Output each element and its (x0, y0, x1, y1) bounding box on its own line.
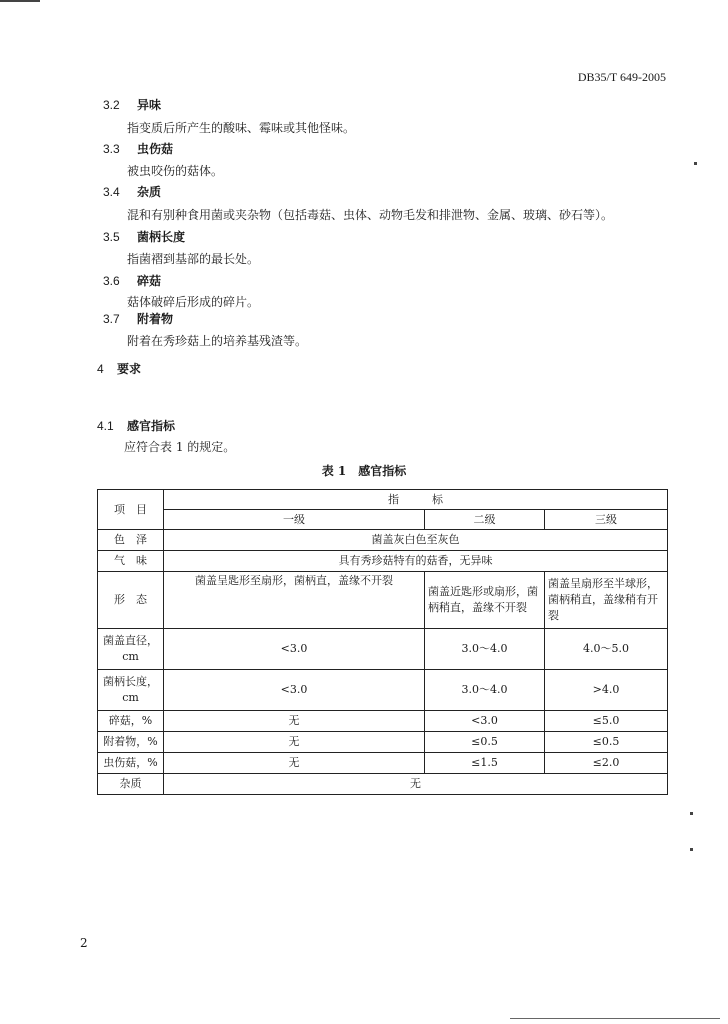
document-code: DB35/T 649-2005 (577, 70, 666, 84)
row-value-grade-1: 无 (164, 753, 425, 774)
header-grade-3: 三级 (545, 510, 668, 530)
scan-edge-line (510, 1018, 720, 1019)
page-number: 2 (80, 936, 88, 950)
section-3-4-body: 混和有别种食用菌或夹杂物（包括毒菇、虫体、动物毛发和排泄物、金属、玻璃、砂石等）。 (127, 208, 614, 222)
row-value-grade-1: 无 (164, 732, 425, 753)
row-value-grade-2: 菌盖近匙形或扇形，菌柄稍直，盖缘不开裂 (425, 572, 545, 629)
section-3-2-body: 指变质后所产生的酸味、霉味或其他怪味。 (127, 121, 356, 135)
header-item: 项 目 (98, 490, 164, 530)
section-3-2-heading: 3.2 异味 (103, 98, 162, 112)
section-3-5-body: 指菌褶到基部的最长处。 (127, 252, 260, 266)
section-4-1-body: 应符合表 1 的规定。 (124, 440, 236, 454)
section-3-3-heading: 3.3 虫伤菇 (103, 142, 174, 156)
row-label: 气 味 (98, 551, 164, 572)
row-value-grade-1: <3.0 (164, 670, 425, 711)
table-row (98, 774, 668, 795)
section-3-3-body: 被虫咬伤的菇体。 (127, 164, 224, 178)
row-label: 菌盖直径，cm (98, 629, 164, 670)
table-row (98, 670, 668, 711)
table-row (98, 711, 668, 732)
table-header-row (98, 490, 668, 510)
row-value-grade-2: 3.0～4.0 (425, 629, 545, 670)
row-value-grade-3: ≤2.0 (545, 753, 668, 774)
row-label: 形 态 (98, 572, 164, 629)
row-value-grade-3: 4.0～5.0 (545, 629, 668, 670)
sensory-index-table (97, 489, 668, 795)
row-label: 碎菇，% (98, 711, 164, 732)
table-grade-row (98, 510, 668, 530)
scan-speck (690, 848, 693, 851)
section-3-6-body: 菇体破碎后形成的碎片。 (127, 295, 260, 309)
row-value-grade-3: ≤5.0 (545, 711, 668, 732)
header-index: 指 标 (164, 490, 668, 510)
row-label: 色 泽 (98, 530, 164, 551)
row-label: 杂质 (98, 774, 164, 795)
row-merged-value: 具有秀珍菇特有的菇香，无异味 (164, 551, 668, 572)
row-value-grade-3: 菌盖呈扇形至半球形，菌柄稍直，盖缘稍有开裂 (545, 572, 668, 629)
row-value-grade-1: 无 (164, 711, 425, 732)
section-4-heading: 4 要求 (97, 362, 142, 376)
row-value-grade-3: ≤0.5 (545, 732, 668, 753)
row-value-grade-1: <3.0 (164, 629, 425, 670)
section-3-4-heading: 3.4 杂质 (103, 185, 162, 199)
table-caption: 表 1 感官指标 (321, 464, 407, 478)
row-value-grade-3: >4.0 (545, 670, 668, 711)
scan-speck (694, 162, 697, 165)
section-3-7-heading: 3.7 附着物 (103, 312, 174, 326)
section-3-5-heading: 3.5 菌柄长度 (103, 230, 186, 244)
scan-speck (690, 812, 693, 815)
row-merged-value: 无 (164, 774, 668, 795)
row-label: 附着物，% (98, 732, 164, 753)
table-row (98, 732, 668, 753)
section-4-1-heading: 4.1 感官指标 (97, 419, 176, 433)
header-grade-2: 二级 (425, 510, 545, 530)
table-row (98, 551, 668, 572)
table-row (98, 530, 668, 551)
scan-edge-mark (0, 0, 40, 2)
row-value-grade-2: <3.0 (425, 711, 545, 732)
row-value-grade-1: 菌盖呈匙形至扇形，菌柄直，盖缘不开裂 (164, 572, 425, 629)
header-grade-1: 一级 (164, 510, 425, 530)
row-label: 虫伤菇，% (98, 753, 164, 774)
table-row (98, 572, 668, 629)
table-row (98, 629, 668, 670)
row-label: 菌柄长度，cm (98, 670, 164, 711)
row-value-grade-2: ≤0.5 (425, 732, 545, 753)
row-value-grade-2: ≤1.5 (425, 753, 545, 774)
table-row (98, 753, 668, 774)
row-merged-value: 菌盖灰白色至灰色 (164, 530, 668, 551)
row-value-grade-2: 3.0～4.0 (425, 670, 545, 711)
section-3-6-heading: 3.6 碎菇 (103, 274, 162, 288)
section-3-7-body: 附着在秀珍菇上的培养基残渣等。 (127, 334, 308, 348)
